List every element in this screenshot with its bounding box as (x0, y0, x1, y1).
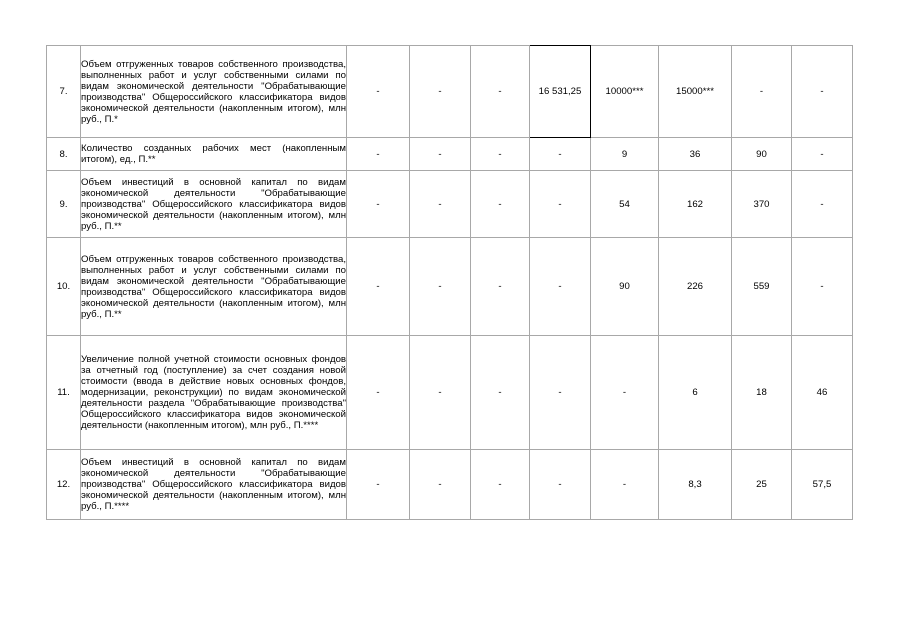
value-cell: - (732, 46, 792, 138)
value-cell-selected[interactable]: 16 531,25 (530, 46, 591, 138)
indicator-description: Увеличение полной учетной стоимости основных фондов за отчетный год (поступление) за счет создания новой стоимости (ввода в действие новых основных фондов, модернизации, реконструкции) по видам экономической деятельности раздела "Обрабатывающие производства" Общероссийского классификатора видов экономической деятельности (накопленным итогом), млн руб., П.**** (81, 336, 347, 450)
row-number: 7. (47, 46, 81, 138)
table-row (47, 46, 853, 138)
value-cell: - (530, 138, 591, 171)
value-cell: 46 (792, 336, 853, 450)
value-cell: - (410, 238, 471, 336)
value-cell: - (591, 450, 659, 520)
row-number: 9. (47, 171, 81, 238)
value-cell: - (471, 238, 530, 336)
value-cell: - (410, 46, 471, 138)
value-cell: 8,3 (659, 450, 732, 520)
value-cell: - (471, 450, 530, 520)
value-cell: - (410, 336, 471, 450)
value-cell: - (471, 336, 530, 450)
value-cell: - (591, 336, 659, 450)
value-cell: - (347, 46, 410, 138)
value-cell: 25 (732, 450, 792, 520)
table-row (47, 336, 853, 450)
value-cell: - (410, 450, 471, 520)
value-cell: - (410, 171, 471, 238)
value-cell: - (347, 171, 410, 238)
value-cell: 57,5 (792, 450, 853, 520)
table-row (47, 238, 853, 336)
value-cell: 559 (732, 238, 792, 336)
value-cell: - (792, 46, 853, 138)
value-cell: 54 (591, 171, 659, 238)
indicator-description: Объем отгруженных товаров собственного производства, выполненных работ и услуг собственными силами по видам экономической деятельности "Обрабатывающие производства" Общероссийского классификатора видов экономической деятельности (накопленным итогом), млн руб., П.* (81, 46, 347, 138)
value-cell: 10000*** (591, 46, 659, 138)
row-number: 8. (47, 138, 81, 171)
value-cell: - (347, 138, 410, 171)
value-cell: - (347, 450, 410, 520)
value-cell: - (471, 138, 530, 171)
value-cell: 90 (732, 138, 792, 171)
value-cell: 370 (732, 171, 792, 238)
value-cell: - (347, 336, 410, 450)
value-cell: 18 (732, 336, 792, 450)
row-number: 12. (47, 450, 81, 520)
row-number: 11. (47, 336, 81, 450)
value-cell: 90 (591, 238, 659, 336)
value-cell: - (347, 238, 410, 336)
table-row (47, 138, 853, 171)
value-cell: 9 (591, 138, 659, 171)
value-cell: - (530, 450, 591, 520)
indicators-table (46, 45, 853, 520)
value-cell: 15000*** (659, 46, 732, 138)
value-cell: - (530, 171, 591, 238)
indicator-description: Объем инвестиций в основной капитал по видам экономической деятельности "Обрабатывающие производства" Общероссийского классификатора видов экономической деятельности (накопленным итогом), млн руб., П.** (81, 171, 347, 238)
value-cell: - (471, 171, 530, 238)
value-cell: - (792, 138, 853, 171)
value-cell: - (530, 336, 591, 450)
value-cell: 162 (659, 171, 732, 238)
row-number: 10. (47, 238, 81, 336)
value-cell: 226 (659, 238, 732, 336)
value-cell: 36 (659, 138, 732, 171)
value-cell: - (530, 238, 591, 336)
indicator-description: Объем отгруженных товаров собственного производства, выполненных работ и услуг собственными силами по видам экономической деятельности "Обрабатывающие производства" Общероссийского классификатора видов экономической деятельности (накопленным итогом), млн руб., П.** (81, 238, 347, 336)
value-cell: - (792, 238, 853, 336)
value-cell: - (471, 46, 530, 138)
indicator-description: Количество созданных рабочих мест (накопленным итогом), ед., П.** (81, 138, 347, 171)
table-row (47, 450, 853, 520)
value-cell: - (410, 138, 471, 171)
indicator-description: Объем инвестиций в основной капитал по видам экономической деятельности "Обрабатывающие производства" Общероссийского классификатора видов экономической деятельности (накопленным итогом), млн руб., П.**** (81, 450, 347, 520)
value-cell: 6 (659, 336, 732, 450)
value-cell: - (792, 171, 853, 238)
table-row (47, 171, 853, 238)
